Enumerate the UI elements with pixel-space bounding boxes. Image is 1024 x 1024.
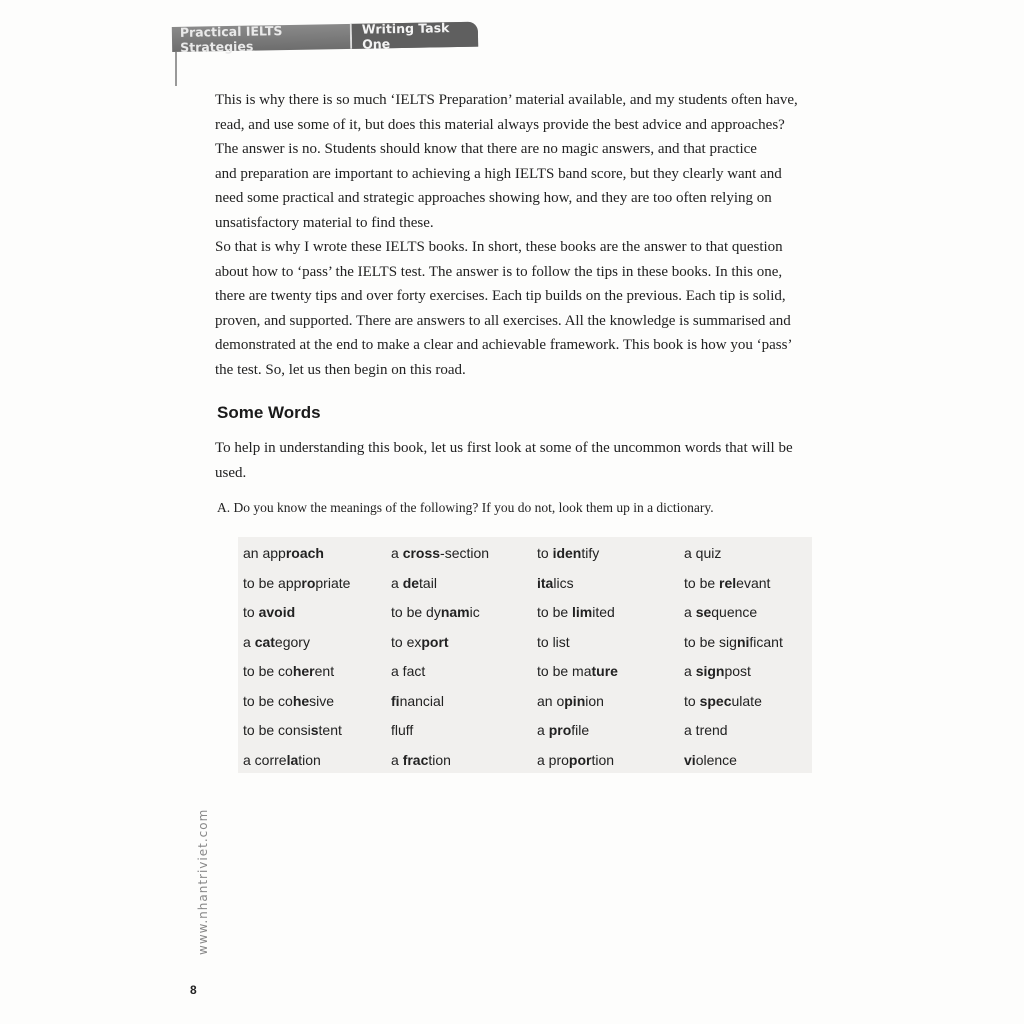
word-part: a <box>391 545 403 561</box>
text-line: proven, and supported. There are answers to all exercises. All the knowledge is summarised and <box>215 312 791 329</box>
text-line: there are twenty tips and over forty exercises. Each tip builds on the previous. Each tip is solid, <box>215 288 786 304</box>
word-part: to be <box>537 604 573 620</box>
word-part: ic <box>469 604 480 620</box>
word-part: to be co <box>243 663 293 679</box>
stressed-part: vi <box>684 751 696 768</box>
word-part: olence <box>695 751 737 768</box>
word-entry <box>243 752 321 768</box>
stressed-part: de <box>402 574 420 591</box>
text-line: read, and use some of it, but does this material always provide the best advice and approaches? <box>215 116 785 133</box>
word-part: a <box>391 574 403 591</box>
word-part: to <box>243 604 259 620</box>
text-line: the test. So, let us then begin on this road. <box>215 361 466 378</box>
word-entry <box>684 545 721 561</box>
word-part: a <box>684 663 696 679</box>
stressed-part: ita <box>537 574 554 591</box>
text-line: To help in understanding this book, let us first look at some of the uncommon words that will be <box>215 440 793 456</box>
word-part: to be app <box>243 574 302 591</box>
paragraph-2 <box>215 235 835 382</box>
book-title: Practical IELTS Strategies <box>179 22 283 55</box>
word-part: a quiz <box>684 545 722 561</box>
word-part: tion <box>298 751 321 768</box>
word-part: evant <box>736 574 771 591</box>
word-entry <box>684 752 737 768</box>
word-entry <box>391 604 480 620</box>
word-entry <box>537 604 615 620</box>
paragraph-1 <box>215 88 835 235</box>
stressed-part: ture <box>591 663 618 679</box>
stressed-part: port <box>421 633 449 650</box>
stressed-part: roach <box>285 545 324 561</box>
word-entry <box>243 693 334 709</box>
word-part: a <box>243 633 255 650</box>
word-entry <box>243 663 334 679</box>
stressed-part: la <box>286 751 299 768</box>
word-part: priate <box>315 574 351 591</box>
header-rule <box>175 52 177 86</box>
word-entry <box>684 575 770 591</box>
word-entry <box>684 693 762 709</box>
word-entry <box>391 693 444 709</box>
page-number: 8 <box>190 983 197 997</box>
word-entry <box>684 634 783 650</box>
word-part: ulate <box>731 692 762 709</box>
stressed-part: sign <box>695 663 725 679</box>
word-part: sive <box>309 692 335 709</box>
stressed-part: he <box>292 692 310 709</box>
watermark: www.nhantriviet.com <box>196 808 210 955</box>
word-entry <box>391 663 425 679</box>
stressed-part: frac <box>402 751 429 768</box>
word-entry <box>537 634 570 650</box>
word-part: a pro <box>537 751 569 768</box>
text-line: about how to ‘pass’ the IELTS test. The answer is to follow the tips in these books. In this one, <box>215 263 783 280</box>
section-heading: Some Words <box>217 403 321 422</box>
word-part: ent <box>314 663 335 679</box>
word-part: tail <box>419 574 437 591</box>
word-entry <box>684 604 757 620</box>
stressed-part: spec <box>699 692 732 709</box>
word-entry <box>243 634 310 650</box>
stressed-part: iden <box>552 545 582 561</box>
word-table <box>238 537 812 773</box>
word-part: tion <box>591 751 615 768</box>
stressed-part: s <box>310 722 319 738</box>
exercise-instruction: A. Do you know the meanings of the following? If you do not, look them up in a dictionary. <box>217 500 714 515</box>
word-part: a corre <box>243 751 287 768</box>
text-line: used. <box>215 464 247 481</box>
word-entry <box>537 722 589 738</box>
word-part: -section <box>440 545 490 561</box>
word-entry <box>684 663 751 679</box>
stressed-part: se <box>695 604 712 620</box>
word-part: ited <box>592 604 615 620</box>
stressed-part: lim <box>572 604 593 620</box>
word-entry <box>391 545 489 561</box>
running-header <box>172 19 478 55</box>
word-part: ficant <box>749 633 783 650</box>
stressed-part: ni <box>736 633 750 650</box>
word-part: to be sig <box>684 633 737 650</box>
text-line: This is why there is so much ‘IELTS Preparation’ material available, and my students often have, <box>215 92 798 108</box>
word-entry <box>537 693 604 709</box>
word-part: to be co <box>243 692 293 709</box>
word-part: to be ma <box>537 663 592 679</box>
text-line: need some practical and strategic approaches showing how, and they are too often relying on <box>215 190 772 206</box>
word-entry <box>243 545 324 561</box>
text-line: The answer is no. Students should know that there are no magic answers, and that practice <box>215 141 757 157</box>
word-entry <box>243 575 350 591</box>
word-part: post <box>724 663 751 679</box>
stressed-part: rel <box>719 574 737 591</box>
text-line: and preparation are important to achieving a high IELTS band score, but they clearly want and <box>215 165 782 182</box>
stressed-part: avoid <box>258 604 296 620</box>
stressed-part: pro <box>548 722 572 738</box>
stressed-part: cross <box>402 545 441 561</box>
word-part: a trend <box>684 722 728 738</box>
word-part: tion <box>428 751 451 768</box>
word-part: a fact <box>391 663 426 679</box>
word-part: lics <box>553 574 574 591</box>
word-part: to list <box>537 633 570 650</box>
word-part: quence <box>711 604 758 620</box>
word-part: to be dy <box>391 604 441 620</box>
word-entry <box>243 722 342 738</box>
stressed-part: ro <box>301 574 316 591</box>
word-part: a <box>391 751 403 768</box>
word-part: a <box>684 604 696 620</box>
word-entry <box>243 604 295 620</box>
word-part: to be <box>684 574 720 591</box>
word-part: file <box>571 722 590 738</box>
word-part: nancial <box>399 692 444 709</box>
text-line: unsatisfactory material to find these. <box>215 214 434 231</box>
word-part: an o <box>537 692 565 709</box>
section-title: Writing Task One <box>350 22 478 49</box>
word-entry <box>537 752 614 768</box>
stressed-part: cat <box>254 633 275 650</box>
stressed-part: pin <box>564 692 586 709</box>
word-entry <box>684 722 728 738</box>
word-part: tent <box>318 722 342 738</box>
word-part: to ex <box>391 633 422 650</box>
word-part: to <box>537 545 553 561</box>
word-entry <box>391 575 437 591</box>
word-entry <box>391 722 413 738</box>
stressed-part: nam <box>440 604 470 620</box>
word-entry <box>537 545 599 561</box>
word-part: an app <box>243 545 286 561</box>
word-part: tify <box>581 545 600 561</box>
word-entry <box>537 663 618 679</box>
word-entry <box>391 752 451 768</box>
intro-paragraph <box>215 436 835 485</box>
stressed-part: her <box>292 663 315 679</box>
word-part: ion <box>585 692 604 709</box>
text-line: demonstrated at the end to make a clear and achievable framework. This book is how you ‘pass’ <box>215 337 793 353</box>
word-part: a <box>537 722 549 738</box>
word-entry <box>537 575 574 591</box>
word-part: to <box>684 692 700 709</box>
stressed-part: fi <box>391 692 400 709</box>
word-part: to be consi <box>243 722 311 738</box>
word-part: egory <box>274 633 310 650</box>
text-line: So that is why I wrote these IELTS books. In short, these books are the answer to that question <box>215 239 783 255</box>
word-entry <box>391 634 449 650</box>
stressed-part: por <box>568 751 592 768</box>
word-part: fluff <box>391 722 414 738</box>
